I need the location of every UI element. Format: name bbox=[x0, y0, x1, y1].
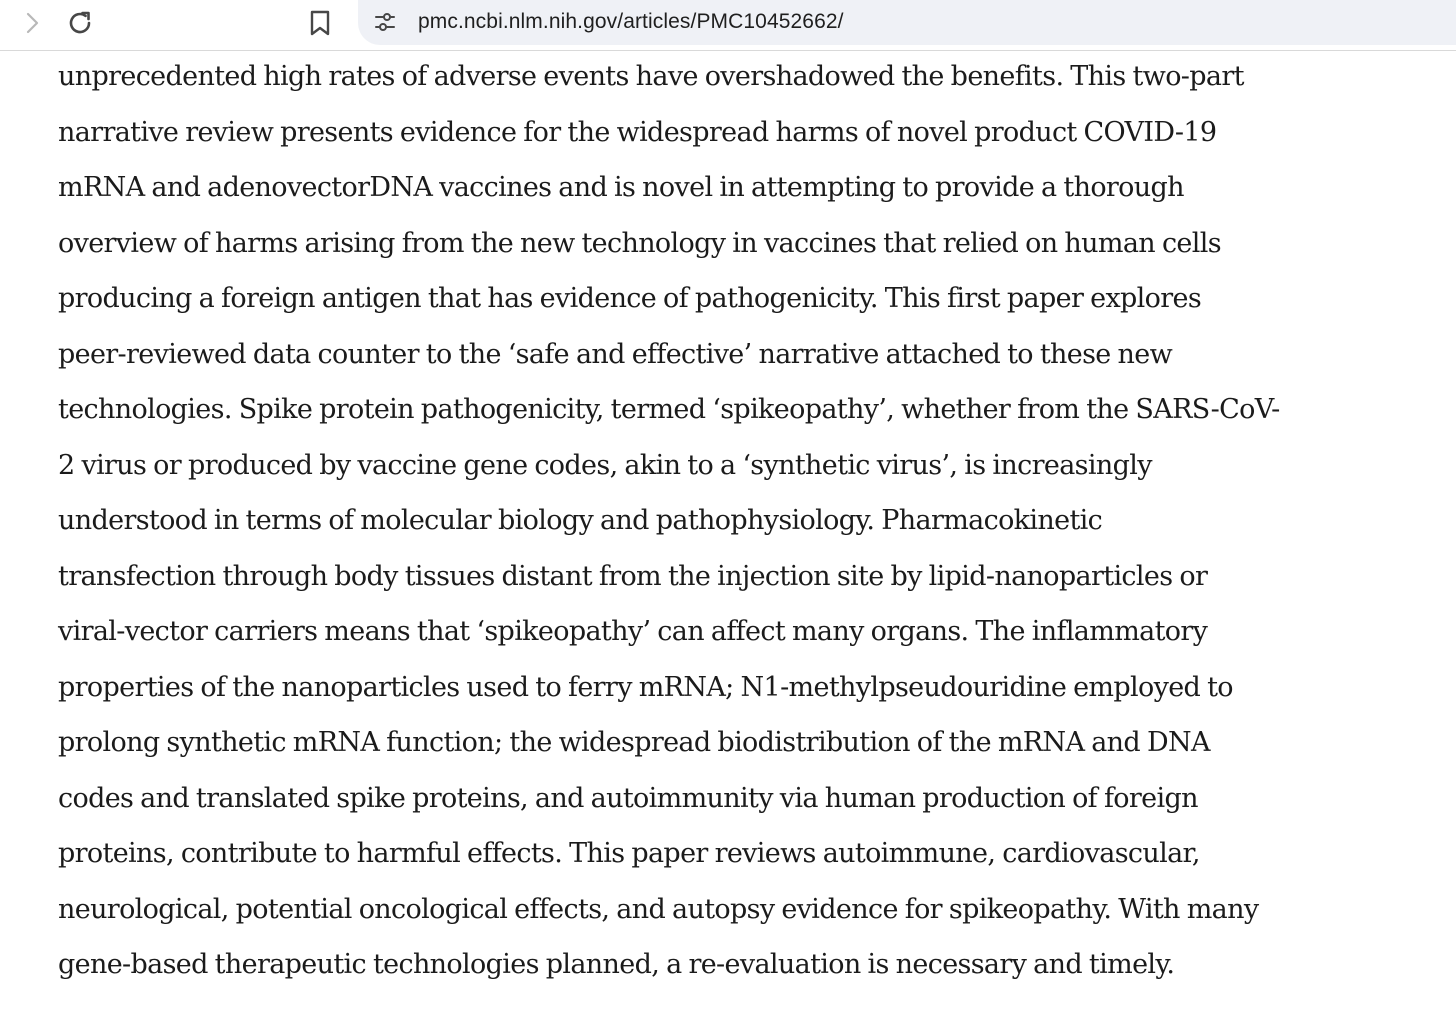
abstract-line: viral-vector carriers means that ‘spikeopathy’ can affect many organs. The inflammatory bbox=[58, 616, 1208, 647]
abstract-line: neurological, potential oncological effects, and autopsy evidence for spikeopathy. With many bbox=[58, 893, 1259, 925]
abstract-line: unprecedented high rates of adverse events have overshadowed the benefits. This two-part bbox=[58, 61, 1244, 92]
abstract-line: transfection through body tissues distant from the injection site by lipid-nanoparticles or bbox=[58, 560, 1208, 592]
url-text[interactable]: pmc.ncbi.nlm.nih.gov/articles/PMC10452662/ bbox=[418, 10, 844, 33]
abstract-line: proteins, contribute to harmful effects. This paper reviews autoimmune, cardiovascular, bbox=[58, 838, 1200, 869]
abstract-line: codes and translated spike proteins, and autoimmunity via human production of foreign bbox=[58, 782, 1198, 814]
abstract-line: narrative review presents evidence for the widespread harms of novel product COVID-19 bbox=[58, 116, 1217, 148]
abstract-line: prolong synthetic mRNA function; the widespread biodistribution of the mRNA and DNA bbox=[58, 727, 1210, 758]
site-info-button[interactable] bbox=[370, 6, 400, 38]
abstract-line: mRNA and adenovectorDNA vaccines and is novel in attempting to provide a thorough bbox=[58, 172, 1184, 203]
reload-icon bbox=[65, 8, 95, 38]
abstract-paragraph bbox=[58, 49, 1428, 993]
abstract-line: overview of harms arising from the new technology in vaccines that relied on human cells bbox=[58, 227, 1221, 259]
bookmark-button[interactable] bbox=[302, 5, 338, 41]
abstract-line: producing a foreign antigen that has evidence of pathogenicity. This first paper explores bbox=[58, 283, 1202, 314]
abstract-line: 2 virus or produced by vaccine gene codes, akin to a ‘synthetic virus’, is increasingly bbox=[58, 449, 1152, 481]
address-bar[interactable] bbox=[358, 0, 1456, 45]
browser-toolbar bbox=[0, 0, 1456, 51]
reload-button[interactable] bbox=[62, 5, 98, 41]
article-content bbox=[58, 49, 1428, 993]
chevron-right-icon bbox=[20, 11, 44, 35]
abstract-line: gene-based therapeutic technologies planned, a re-evaluation is necessary and timely. bbox=[58, 949, 1175, 980]
tune-icon bbox=[374, 11, 396, 33]
abstract-line: understood in terms of molecular biology and pathophysiology. Pharmacokinetic bbox=[58, 505, 1103, 536]
abstract-line: peer-reviewed data counter to the ‘safe and effective’ narrative attached to these new bbox=[58, 338, 1173, 370]
bookmark-icon bbox=[308, 9, 332, 37]
forward-button[interactable] bbox=[14, 5, 50, 41]
abstract-line: properties of the nanoparticles used to ferry mRNA; N1-methylpseudouridine employed to bbox=[58, 671, 1233, 703]
abstract-line: technologies. Spike protein pathogenicity, termed ‘spikeopathy’, whether from the SARS-CoV- bbox=[58, 394, 1280, 425]
